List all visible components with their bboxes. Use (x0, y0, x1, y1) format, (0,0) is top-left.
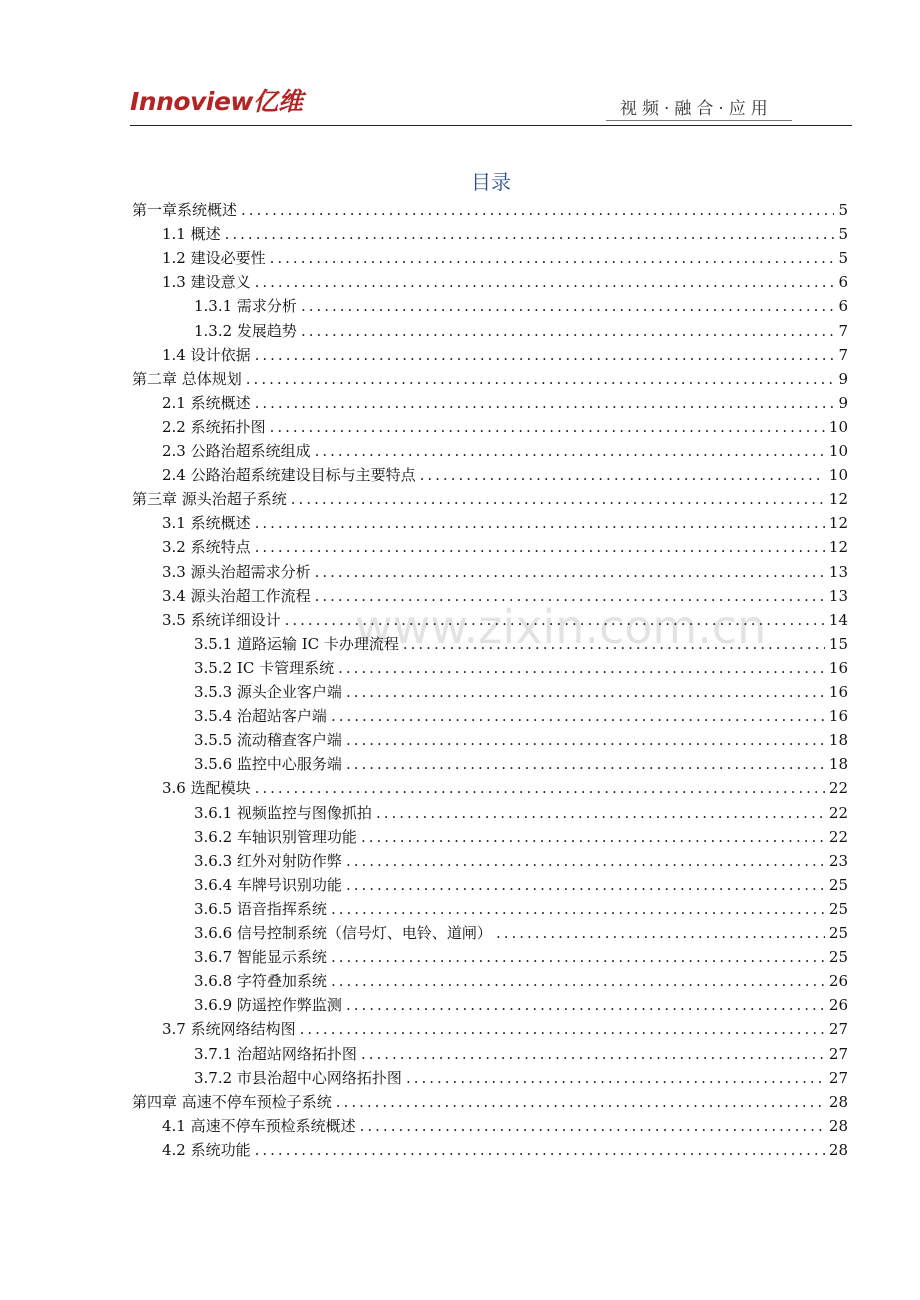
toc-entry[interactable] (162, 222, 848, 246)
toc-leader-dots (420, 463, 825, 487)
toc-entry-page: 28 (828, 1116, 848, 1135)
toc-entry-title: 第三章 源头治超子系统 (132, 490, 287, 509)
toc-leader-dots (255, 511, 825, 535)
toc-entry-title: 第四章 高速不停车预检子系统 (132, 1092, 332, 1111)
toc-entry-page: 22 (828, 803, 848, 822)
toc-entry-page: 6 (838, 273, 848, 292)
toc-entry-title: 第二章 总体规划 (132, 369, 242, 388)
toc-entry[interactable] (162, 463, 848, 487)
toc-entry[interactable] (194, 728, 848, 752)
toc-entry-page: 25 (828, 899, 848, 918)
toc-entry[interactable] (162, 1138, 848, 1162)
toc-entry-page: 26 (828, 972, 848, 991)
toc-entry[interactable] (194, 945, 848, 969)
page-header (0, 0, 920, 130)
toc-entry[interactable] (162, 776, 848, 800)
toc-leader-dots (336, 1090, 825, 1114)
toc-entry-title: 3.5.4 治超站客户端 (194, 707, 327, 726)
toc-entry-title: 3.6.5 语音指挥系统 (194, 899, 327, 918)
toc-entry-page: 14 (828, 610, 848, 629)
toc-entry-title: 1.2 建设必要性 (162, 249, 266, 268)
toc-entry[interactable] (162, 1114, 848, 1138)
toc-leader-dots (255, 535, 825, 559)
toc-leader-dots (331, 969, 825, 993)
toc-entry-title: 3.5.6 监控中心服务端 (194, 755, 342, 774)
toc-entry-title: 3.5.5 流动稽查客户端 (194, 731, 342, 750)
toc-entry-title: 2.4 公路治超系统建设目标与主要特点 (162, 466, 416, 485)
toc-entry-title: 3.6.7 智能显示系统 (194, 948, 327, 967)
toc-leader-dots (361, 1042, 825, 1066)
toc-entry-page: 15 (828, 634, 848, 653)
toc-entry-page: 9 (838, 393, 848, 412)
toc-entry-page: 27 (828, 1044, 848, 1063)
toc-entry-title: 3.6.3 红外对射防作弊 (194, 851, 342, 870)
toc-leader-dots (241, 198, 834, 222)
toc-entry-page: 28 (828, 1092, 848, 1111)
toc-entry[interactable] (194, 704, 848, 728)
toc-leader-dots (331, 897, 825, 921)
toc-entry-page: 18 (828, 755, 848, 774)
toc-entry[interactable] (162, 535, 848, 559)
toc-entry-title: 3.5.2 IC 卡管理系统 (194, 658, 335, 677)
toc-entry[interactable] (162, 560, 848, 584)
toc-entry[interactable] (132, 367, 848, 391)
toc-entry[interactable] (162, 511, 848, 535)
toc-title: 目录 (471, 170, 511, 194)
toc-leader-dots (346, 993, 825, 1017)
toc-entry-page: 10 (828, 417, 848, 436)
toc-leader-dots (255, 343, 835, 367)
toc-entry[interactable] (194, 873, 848, 897)
toc-entry-page: 13 (828, 586, 848, 605)
toc-entry-page: 6 (838, 297, 848, 316)
toc-entry-title: 3.5.1 道路运输 IC 卡办理流程 (194, 634, 399, 653)
toc-entry-title: 1.3 建设意义 (162, 273, 251, 292)
logo-latin: Innoview (130, 87, 253, 116)
toc-entry-title: 1.3.1 需求分析 (194, 297, 297, 316)
toc-leader-dots (331, 704, 825, 728)
toc-entry-page: 10 (828, 442, 848, 460)
toc-entry-page: 16 (828, 658, 848, 677)
toc-entry[interactable] (132, 1090, 848, 1114)
toc-leader-dots (225, 222, 835, 246)
toc-entry-title: 3.4 源头治超工作流程 (162, 586, 311, 605)
toc-leader-dots (315, 560, 825, 584)
toc-entry[interactable] (194, 801, 848, 825)
toc-entry-page: 22 (828, 779, 848, 798)
toc-entry[interactable] (194, 825, 848, 849)
toc-leader-dots (360, 1114, 825, 1138)
toc-entry[interactable] (194, 897, 848, 921)
toc-entry-title: 3.6.9 防遥控作弊监测 (194, 996, 342, 1015)
toc-leader-dots (406, 1066, 825, 1090)
toc-entry[interactable] (194, 632, 848, 656)
toc-leader-dots (346, 873, 825, 897)
toc-entry[interactable] (162, 439, 848, 463)
toc-leader-dots (301, 294, 835, 318)
toc-entry-page: 27 (828, 1020, 848, 1039)
toc-entry-title: 4.1 高速不停车预检系统概述 (162, 1116, 356, 1135)
tagline-underline (606, 120, 792, 121)
toc-leader-dots (255, 776, 825, 800)
toc-entry-title: 3.6.2 车轴识别管理功能 (194, 827, 357, 846)
toc-leader-dots (285, 608, 825, 632)
toc-leader-dots (346, 849, 825, 873)
toc-entry-page: 22 (828, 827, 848, 846)
toc-entry-page: 18 (828, 731, 848, 750)
toc-entry-page: 16 (828, 683, 848, 701)
toc-entry-title: 1.4 设计依据 (162, 345, 251, 364)
toc-leader-dots (255, 270, 835, 294)
toc-entry[interactable] (194, 294, 848, 318)
toc-entry-title: 3.7 系统网络结构图 (162, 1020, 296, 1039)
toc-entry[interactable] (194, 656, 848, 680)
toc-entry[interactable] (194, 1066, 848, 1090)
toc-leader-dots (361, 825, 825, 849)
toc-leader-dots (403, 632, 825, 656)
toc-leader-dots (291, 487, 825, 511)
toc-leader-dots (255, 1138, 825, 1162)
toc-entry[interactable] (162, 246, 848, 270)
toc-entry[interactable] (162, 608, 848, 632)
toc-entry-title: 3.7.1 治超站网络拓扑图 (194, 1044, 357, 1063)
toc-entry[interactable] (162, 1017, 848, 1041)
toc-entry-title: 3.6.1 视频监控与图像抓拍 (194, 803, 372, 822)
toc-entry[interactable] (194, 993, 848, 1017)
logo-cn: 亿维 (253, 87, 304, 116)
toc-entry[interactable] (194, 319, 848, 343)
toc-entry-page: 13 (828, 562, 848, 581)
toc-entry-page: 9 (838, 369, 848, 388)
toc-leader-dots (346, 728, 825, 752)
toc-entry-page: 27 (828, 1068, 848, 1087)
toc-entry-title: 2.1 系统概述 (162, 393, 251, 412)
watermark: www.zixin.com.cn (355, 600, 767, 654)
toc-leader-dots (300, 1017, 825, 1041)
toc-entry-title: 3.6 选配模块 (162, 779, 251, 798)
toc-entry[interactable] (194, 969, 848, 993)
toc-entry-title: 3.7.2 市县治超中心网络拓扑图 (194, 1068, 402, 1087)
toc-leader-dots (346, 680, 825, 704)
toc-leader-dots (376, 801, 825, 825)
toc-entry-title: 3.3 源头治超需求分析 (162, 562, 311, 581)
toc-leader-dots (338, 656, 825, 680)
toc-entry-title: 1.1 概述 (162, 225, 221, 244)
toc-entry-page: 12 (828, 490, 848, 509)
toc-entry-page: 7 (838, 345, 848, 364)
toc-entry-page: 5 (838, 225, 848, 244)
toc-entry-title: 3.6.8 字符叠加系统 (194, 972, 327, 991)
toc-entry-title: 3.5 系统详细设计 (162, 610, 281, 629)
toc-entry[interactable] (194, 1042, 848, 1066)
toc-entry-page: 25 (828, 948, 848, 967)
toc-leader-dots (331, 945, 825, 969)
toc-entry-page: 5 (838, 249, 848, 268)
toc-entry[interactable] (162, 343, 848, 367)
toc-entry-title: 3.5.3 源头企业客户端 (194, 683, 342, 701)
toc-entry[interactable] (162, 584, 848, 608)
toc-leader-dots (315, 584, 825, 608)
toc-entry[interactable] (194, 849, 848, 873)
toc-leader-dots (255, 391, 835, 415)
toc-entry-page: 25 (828, 924, 848, 942)
header-tagline: 视频·融合·应用 (620, 99, 773, 119)
toc-entry[interactable] (194, 921, 848, 945)
toc-entry-title: 2.2 系统拓扑图 (162, 417, 266, 436)
toc-leader-dots (315, 439, 825, 463)
toc-leader-dots (496, 921, 825, 945)
header-rule (130, 125, 852, 126)
toc-leader-dots (301, 319, 835, 343)
toc-entry-page: 12 (828, 538, 848, 557)
toc-entry-page: 28 (828, 1140, 848, 1159)
company-logo (130, 82, 303, 118)
toc-leader-dots (270, 246, 835, 270)
toc-entry-title: 3.2 系统特点 (162, 538, 251, 557)
toc-entry-title: 3.6.6 信号控制系统（信号灯、电铃、道闸） (194, 924, 492, 942)
toc-entry-page: 23 (828, 851, 848, 870)
toc-entry-title: 第一章系统概述 (132, 201, 238, 219)
toc-entry-page: 10 (828, 466, 848, 485)
toc-entry[interactable] (162, 415, 848, 439)
toc-entry[interactable] (194, 680, 848, 704)
toc-leader-dots (346, 752, 825, 776)
toc-entry[interactable] (194, 752, 848, 776)
toc-entry-title: 1.3.2 发展趋势 (194, 321, 297, 340)
toc-entry-title: 3.6.4 车牌号识别功能 (194, 875, 342, 894)
toc-leader-dots (246, 367, 835, 391)
toc-entry-page: 12 (828, 514, 848, 533)
toc-entry[interactable] (162, 270, 848, 294)
toc-entry-page: 25 (828, 875, 848, 894)
toc-entry[interactable] (132, 487, 848, 511)
toc-entry-page: 5 (838, 201, 848, 219)
toc-entry-title: 3.1 系统概述 (162, 514, 251, 533)
toc-entry-title: 2.3 公路治超系统组成 (162, 442, 311, 460)
toc-entry-page: 16 (828, 707, 848, 726)
toc-leader-dots (270, 415, 825, 439)
toc-entry-page: 26 (828, 996, 848, 1015)
toc-entry-page: 7 (838, 321, 848, 340)
toc-entry-title: 4.2 系统功能 (162, 1140, 251, 1159)
toc-entry[interactable] (132, 198, 848, 222)
toc-entry[interactable] (162, 391, 848, 415)
